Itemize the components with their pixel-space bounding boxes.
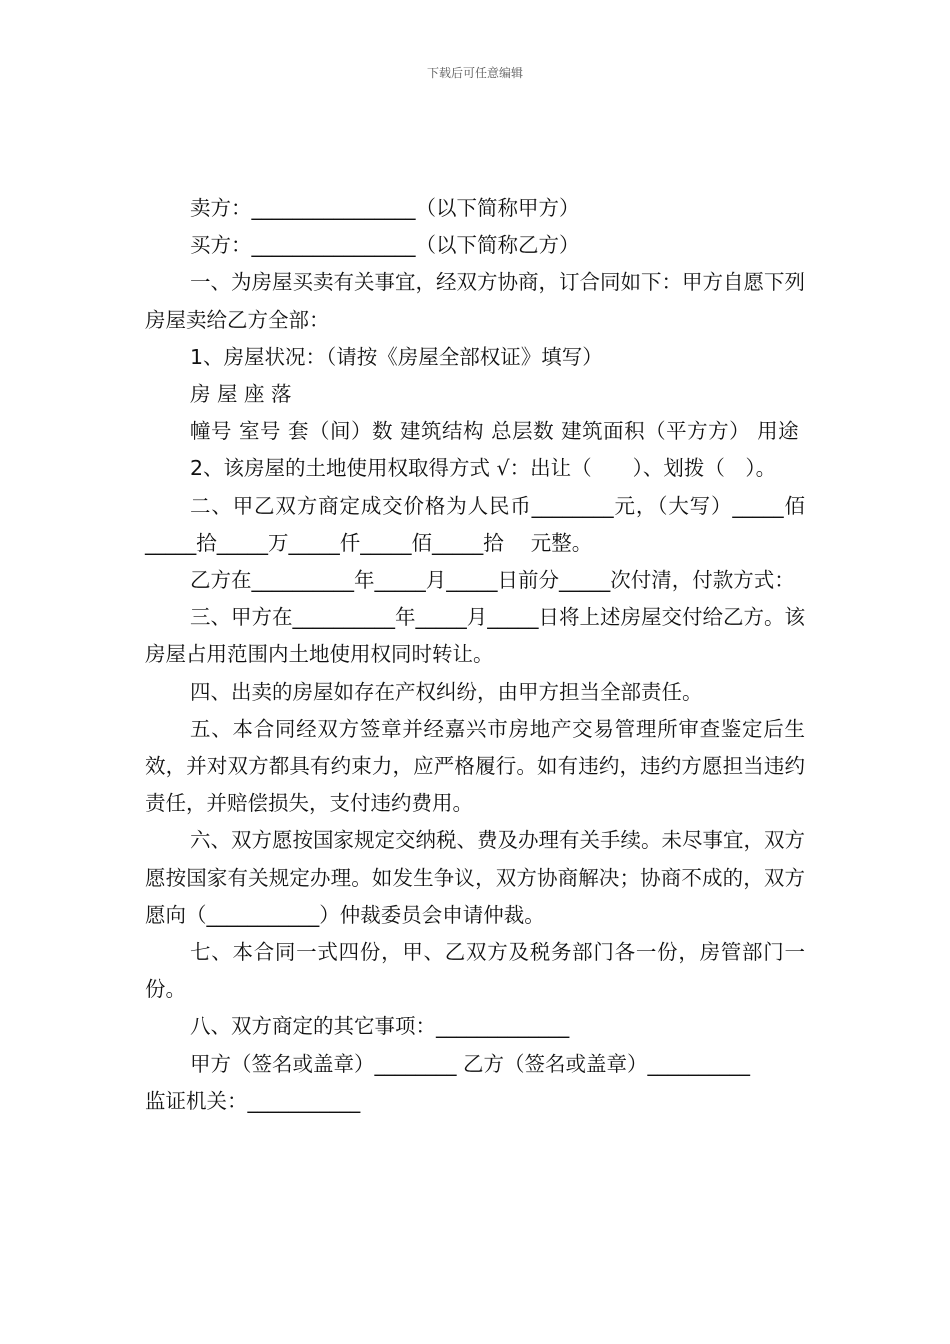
payment-line: 乙方在__________年_____月_____日前分_____次付清，付款方式： xyxy=(190,568,795,593)
house-location-line: 房 屋 座 落 xyxy=(190,382,292,407)
house-status-line: 1、房屋状况：（请按《房屋全部权证》填写） xyxy=(190,344,603,369)
supervision-line: 监证机关：___________ xyxy=(145,1088,361,1113)
seller-line: 卖方：________________（以下简称甲方） xyxy=(190,196,580,220)
contract-body xyxy=(145,190,805,1120)
land-use-line: 2、该房屋的土地使用权取得方式 √：出让（ ）、划拨（ ）。 xyxy=(190,456,777,481)
clause-5: 五、本合同经双方签章并经嘉兴市房地产交易管理所审查鉴定后生效，并对双方都具有约束力，应严格履行。如有违约，违约方愿担当违约责任，并赔偿损失，支付违约费用。 xyxy=(145,716,805,816)
clause-1: 一、为房屋买卖有关事宜，经双方协商，订合同如下：甲方自愿下列房屋卖给乙方全部： xyxy=(145,270,805,332)
signature-line: 甲方（签名或盖章）________ 乙方（签名或盖章）__________ xyxy=(190,1051,751,1076)
clause-3: 三、甲方在__________年_____月_____日将上述房屋交付给乙方。该房屋占用范围内土地使用权同时转让。 xyxy=(145,605,805,667)
clause-7: 七、本合同一式四份，甲、乙双方及税务部门各一份，房管部门一份。 xyxy=(145,940,805,1002)
clause-4: 四、出卖的房屋如存在产权纠纷，由甲方担当全部责任。 xyxy=(190,679,703,704)
clause-6: 六、双方愿按国家规定交纳税、费及办理有关手续。未尽事宜，双方愿按国家有关规定办理。如发生争议，双方协商解决；协商不成的，双方愿向（___________）仲裁委员会申请仲裁。 xyxy=(145,828,805,927)
clause-8: 八、双方商定的其它事项：_____________ xyxy=(190,1014,570,1039)
clause-2: 二、甲乙双方商定成交价格为人民币________元，（大写）_____佰_____拾_____万_____仟_____佰_____拾 元整。 xyxy=(145,493,805,555)
buyer-line: 买方：________________（以下简称乙方） xyxy=(190,233,580,258)
page-header-note: 下载后可任意编辑 xyxy=(426,66,523,80)
house-fields-line: 幢号 室号 套（间）数 建筑结构 总层数 建筑面积（平方方） 用途 xyxy=(190,419,800,444)
